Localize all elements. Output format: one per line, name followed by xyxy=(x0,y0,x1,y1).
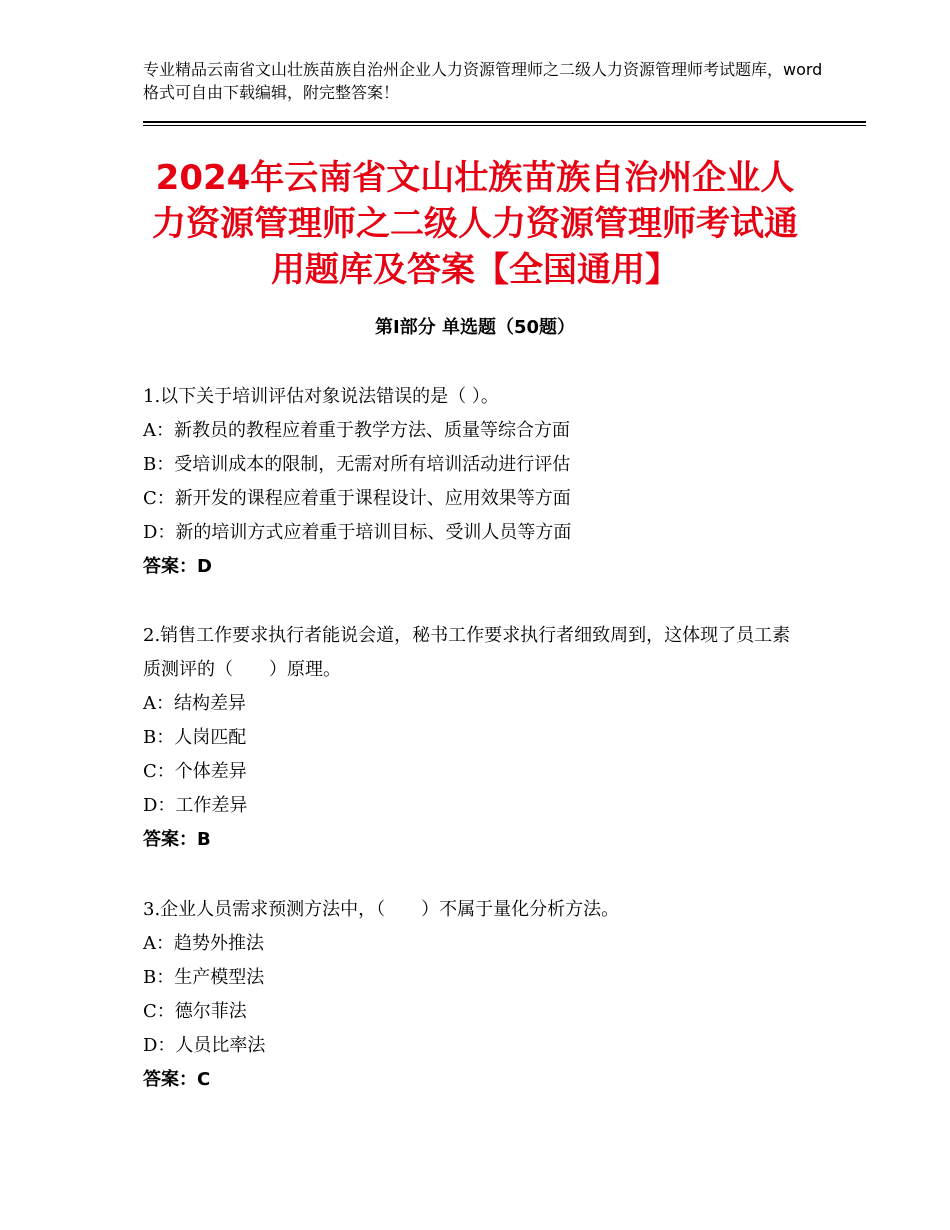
header-rule-thin xyxy=(143,125,866,126)
option-c: C：德尔菲法 xyxy=(143,1001,247,1022)
header-note: 专业精品云南省文山壮族苗族自治州企业人力资源管理师之二级人力资源管理师考试题库，word格式可自由下载编辑，附完整答案！ xyxy=(143,60,823,102)
option-c: C：个体差异 xyxy=(143,761,247,782)
answer-text: 答案：C xyxy=(143,1069,211,1090)
option-b: B：人岗匹配 xyxy=(143,727,247,748)
option-d: D：新的培训方式应着重于培训目标、受训人员等方面 xyxy=(143,522,572,543)
answer-text: 答案：B xyxy=(143,829,211,850)
answer-text: 答案：D xyxy=(143,556,212,577)
question-stem: 3.企业人员需求预测方法中，（ ）不属于量化分析方法。 xyxy=(143,899,620,920)
header-rule-thick xyxy=(143,121,866,123)
option-b: B：生产模型法 xyxy=(143,967,265,988)
option-a: A：结构差异 xyxy=(143,693,246,714)
option-a: A：新教员的教程应着重于教学方法、质量等综合方面 xyxy=(143,420,570,441)
question-2 xyxy=(143,619,803,857)
question-3 xyxy=(143,893,833,1097)
question-stem: 1.以下关于培训评估对象说法错误的是（ ）。 xyxy=(143,386,499,407)
option-d: D：工作差异 xyxy=(143,795,248,816)
option-d: D：人员比率法 xyxy=(143,1035,266,1056)
section-heading: 第Ⅰ部分 单选题（50题） xyxy=(374,317,575,338)
option-c: C：新开发的课程应着重于课程设计、应用效果等方面 xyxy=(143,488,571,509)
document-title: 2024年云南省文山壮族苗族自治州企业人力资源管理师之二级人力资源管理师考试通用题库及答案【全国通用】 xyxy=(152,158,798,290)
question-stem: 2.销售工作要求执行者能说会道，秘书工作要求执行者细致周到，这体现了员工素质测评的（ ）原理。 xyxy=(143,625,791,680)
option-b: B：受培训成本的限制，无需对所有培训活动进行评估 xyxy=(143,454,571,475)
option-a: A：趋势外推法 xyxy=(143,933,264,954)
question-1 xyxy=(143,380,833,584)
